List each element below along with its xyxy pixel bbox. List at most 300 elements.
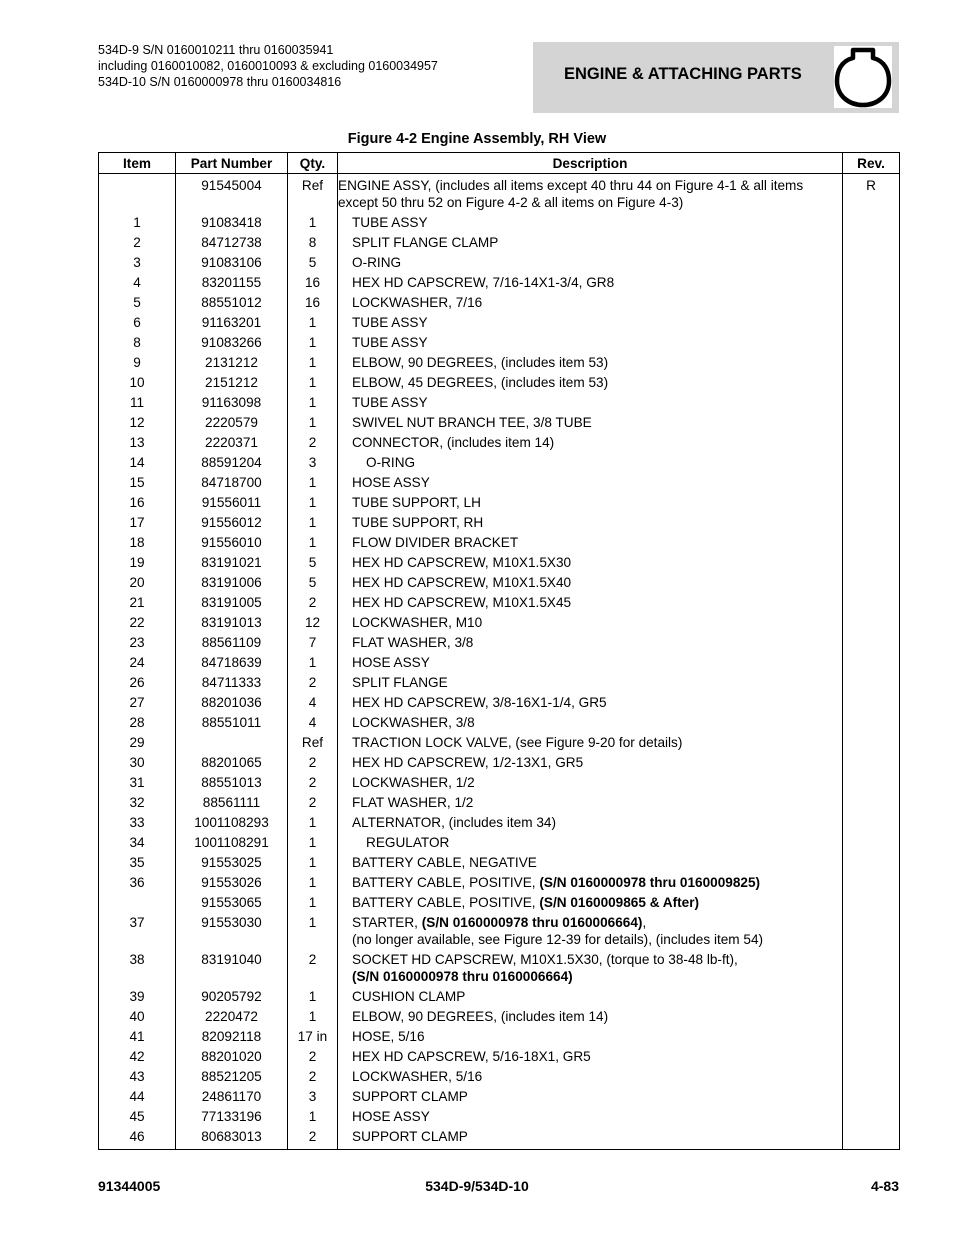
- rev-cell: [843, 833, 900, 853]
- qty-cell: 8: [288, 233, 338, 253]
- footer-model: 534D-9/534D-10: [425, 1178, 529, 1194]
- table-row: [99, 293, 900, 313]
- part-number-cell: 80683013: [176, 1127, 288, 1150]
- description-text: [338, 434, 842, 451]
- item-cell: 34: [99, 833, 176, 853]
- description-segment: HOSE ASSY: [352, 475, 430, 490]
- item-cell: 18: [99, 533, 176, 553]
- rev-cell: [843, 1007, 900, 1027]
- qty-cell: 1: [288, 987, 338, 1007]
- table-row: [99, 573, 900, 593]
- description-text: [338, 454, 842, 471]
- part-number-cell: 91556011: [176, 493, 288, 513]
- description-segment: STARTER,: [352, 915, 422, 930]
- description-text: [338, 1048, 842, 1065]
- description-segment: LOCKWASHER, 5/16: [352, 1069, 483, 1084]
- table-row: [99, 273, 900, 293]
- part-number-cell: 91553030: [176, 913, 288, 950]
- item-cell: 13: [99, 433, 176, 453]
- description-cell: [338, 233, 843, 253]
- table-row: [99, 873, 900, 893]
- part-number-cell: 83191040: [176, 950, 288, 987]
- column-header-qty: Qty.: [288, 153, 338, 174]
- qty-cell: 1: [288, 653, 338, 673]
- item-cell: 14: [99, 453, 176, 473]
- table-row: [99, 773, 900, 793]
- table-row: [99, 753, 900, 773]
- qty-cell: 16: [288, 293, 338, 313]
- item-cell: 6: [99, 313, 176, 333]
- description-segment: ELBOW, 90 DEGREES, (includes item 53): [352, 355, 609, 370]
- rev-cell: [843, 753, 900, 773]
- description-text: [338, 177, 842, 211]
- item-cell: 35: [99, 853, 176, 873]
- rev-cell: [843, 613, 900, 633]
- description-text: [338, 1068, 842, 1085]
- part-number-cell: 88201065: [176, 753, 288, 773]
- qty-cell: 1: [288, 473, 338, 493]
- part-number-cell: 91083266: [176, 333, 288, 353]
- description-segment: ,: [642, 915, 647, 930]
- rev-cell: [843, 793, 900, 813]
- item-cell: 46: [99, 1127, 176, 1150]
- description-text: [338, 554, 842, 571]
- description-cell: [338, 273, 843, 293]
- rev-cell: [843, 713, 900, 733]
- engine-icon: [834, 46, 892, 108]
- column-header-part-number: Part Number: [176, 153, 288, 174]
- table-row: [99, 633, 900, 653]
- description-segment: SWIVEL NUT BRANCH TEE, 3/8 TUBE: [352, 415, 592, 430]
- description-text: [338, 294, 842, 311]
- item-cell: 28: [99, 713, 176, 733]
- description-segment: LOCKWASHER, 7/16: [352, 295, 483, 310]
- description-text: [338, 374, 842, 391]
- item-cell: 38: [99, 950, 176, 987]
- rev-cell: [843, 1027, 900, 1047]
- qty-cell: 1: [288, 513, 338, 533]
- description-segment: BATTERY CABLE, POSITIVE,: [352, 875, 540, 890]
- rev-cell: [843, 593, 900, 613]
- part-number-cell: 83201155: [176, 273, 288, 293]
- qty-cell: 1: [288, 393, 338, 413]
- description-text: [338, 494, 842, 511]
- description-text: [338, 1128, 842, 1145]
- description-cell: [338, 653, 843, 673]
- description-segment: SOCKET HD CAPSCREW, M10X1.5X30, (torque to 38-48 lb-ft),: [352, 952, 738, 967]
- item-cell: 9: [99, 353, 176, 373]
- description-cell: [338, 633, 843, 653]
- parts-table-body: [99, 174, 900, 1150]
- rev-cell: [843, 573, 900, 593]
- part-number-cell: 91553065: [176, 893, 288, 913]
- qty-cell: 1: [288, 493, 338, 513]
- part-number-cell: 91556012: [176, 513, 288, 533]
- description-cell: [338, 1027, 843, 1047]
- part-number-cell: 83191013: [176, 613, 288, 633]
- item-cell: 29: [99, 733, 176, 753]
- table-row: [99, 653, 900, 673]
- item-cell: 42: [99, 1047, 176, 1067]
- item-cell: 23: [99, 633, 176, 653]
- rev-cell: [843, 393, 900, 413]
- rev-cell: [843, 773, 900, 793]
- column-header-rev: Rev.: [843, 153, 900, 174]
- description-segment: CUSHION CLAMP: [352, 989, 466, 1004]
- item-cell: 5: [99, 293, 176, 313]
- table-row: [99, 1067, 900, 1087]
- description-segment: CONNECTOR, (includes item 14): [352, 435, 555, 450]
- description-cell: [338, 1087, 843, 1107]
- qty-cell: 1: [288, 353, 338, 373]
- description-segment: TUBE ASSY: [352, 215, 428, 230]
- qty-cell: 1: [288, 413, 338, 433]
- description-segment: HEX HD CAPSCREW, 1/2-13X1, GR5: [352, 755, 584, 770]
- table-row: [99, 433, 900, 453]
- description-segment: HEX HD CAPSCREW, 5/16-18X1, GR5: [352, 1049, 591, 1064]
- description-text: [338, 274, 842, 291]
- item-cell: [99, 174, 176, 213]
- rev-cell: [843, 413, 900, 433]
- table-row: [99, 313, 900, 333]
- qty-cell: 1: [288, 333, 338, 353]
- table-row: [99, 473, 900, 493]
- description-text: [338, 214, 842, 231]
- qty-cell: 3: [288, 1087, 338, 1107]
- qty-cell: Ref: [288, 174, 338, 213]
- description-text: [338, 394, 842, 411]
- item-cell: 1: [99, 213, 176, 233]
- description-text: [338, 234, 842, 251]
- item-cell: 44: [99, 1087, 176, 1107]
- description-cell: [338, 913, 843, 950]
- item-cell: 40: [99, 1007, 176, 1027]
- description-segment: LOCKWASHER, 3/8: [352, 715, 475, 730]
- rev-cell: [843, 813, 900, 833]
- part-number-cell: 1001108291: [176, 833, 288, 853]
- description-segment: FLAT WASHER, 1/2: [352, 795, 474, 810]
- description-text: [338, 354, 842, 371]
- description-segment: HOSE ASSY: [352, 1109, 430, 1124]
- footer-page-number: 4-83: [870, 1178, 899, 1194]
- description-segment: SUPPORT CLAMP: [352, 1089, 468, 1104]
- part-number-cell: 88551011: [176, 713, 288, 733]
- item-cell: 15: [99, 473, 176, 493]
- description-cell: [338, 513, 843, 533]
- description-text: [338, 874, 842, 891]
- qty-cell: 1: [288, 813, 338, 833]
- part-number-cell: [176, 733, 288, 753]
- description-text: [338, 334, 842, 351]
- serial-range-text: (S/N 0160000978 thru 0160006664): [421, 915, 643, 930]
- description-segment: BATTERY CABLE, POSITIVE,: [352, 895, 540, 910]
- table-row: [99, 393, 900, 413]
- description-cell: [338, 293, 843, 313]
- rev-cell: [843, 353, 900, 373]
- description-cell: [338, 987, 843, 1007]
- qty-cell: 2: [288, 1067, 338, 1087]
- description-cell: [338, 873, 843, 893]
- description-cell: [338, 693, 843, 713]
- description-segment: ELBOW, 45 DEGREES, (includes item 53): [352, 375, 609, 390]
- description-cell: [338, 853, 843, 873]
- description-segment: HEX HD CAPSCREW, M10X1.5X45: [352, 595, 572, 610]
- serial-range-text: (S/N 0160000978 thru 0160009825): [539, 875, 761, 890]
- part-number-cell: 77133196: [176, 1107, 288, 1127]
- applicability-line: 534D-9 S/N 0160010211 thru 0160035941: [98, 43, 334, 57]
- description-cell: [338, 713, 843, 733]
- part-number-cell: 82092118: [176, 1027, 288, 1047]
- part-number-cell: 88561111: [176, 793, 288, 813]
- table-row: [99, 853, 900, 873]
- table-row: [99, 950, 900, 987]
- rev-cell: [843, 293, 900, 313]
- description-text: [338, 414, 842, 431]
- description-cell: [338, 673, 843, 693]
- rev-cell: [843, 1127, 900, 1150]
- table-row: [99, 213, 900, 233]
- qty-cell: 1: [288, 1107, 338, 1127]
- part-number-cell: 2220579: [176, 413, 288, 433]
- part-number-cell: 2131212: [176, 353, 288, 373]
- section-header-box: [533, 42, 899, 113]
- description-text: [338, 1088, 842, 1105]
- description-cell: [338, 1007, 843, 1027]
- item-cell: 24: [99, 653, 176, 673]
- table-row: [99, 593, 900, 613]
- description-segment: TUBE ASSY: [352, 315, 428, 330]
- rev-cell: [843, 333, 900, 353]
- part-number-cell: 91163098: [176, 393, 288, 413]
- item-cell: 37: [99, 913, 176, 950]
- table-row: [99, 553, 900, 573]
- rev-cell: [843, 673, 900, 693]
- item-cell: 33: [99, 813, 176, 833]
- qty-cell: 7: [288, 633, 338, 653]
- qty-cell: Ref: [288, 733, 338, 753]
- rev-cell: [843, 533, 900, 553]
- description-cell: [338, 593, 843, 613]
- part-number-cell: 2151212: [176, 373, 288, 393]
- table-row: [99, 1047, 900, 1067]
- description-segment: O-RING: [352, 255, 402, 270]
- applicability-line: 534D-10 S/N 0160000978 thru 0160034816: [98, 75, 342, 89]
- qty-cell: 1: [288, 833, 338, 853]
- description-cell: [338, 473, 843, 493]
- table-row: [99, 1027, 900, 1047]
- part-number-cell: 88201036: [176, 693, 288, 713]
- part-number-cell: 88561109: [176, 633, 288, 653]
- table-row: [99, 333, 900, 353]
- description-text: [338, 714, 842, 731]
- part-number-cell: 91553026: [176, 873, 288, 893]
- description-segment: HEX HD CAPSCREW, M10X1.5X40: [352, 575, 572, 590]
- description-text: [338, 894, 842, 911]
- rev-cell: [843, 313, 900, 333]
- serial-range-text: (S/N 0160000978 thru 0160006664): [352, 969, 573, 984]
- table-row: [99, 174, 900, 213]
- item-cell: 31: [99, 773, 176, 793]
- rev-cell: [843, 433, 900, 453]
- description-text: [338, 854, 842, 871]
- table-row: [99, 353, 900, 373]
- table-row: [99, 813, 900, 833]
- description-cell: [338, 413, 843, 433]
- rev-cell: [843, 633, 900, 653]
- item-cell: 16: [99, 493, 176, 513]
- table-row: [99, 613, 900, 633]
- item-cell: 39: [99, 987, 176, 1007]
- table-row: [99, 1107, 900, 1127]
- section-title: ENGINE & ATTACHING PARTS: [564, 65, 802, 83]
- rev-cell: [843, 253, 900, 273]
- description-text: [338, 794, 842, 811]
- description-cell: [338, 213, 843, 233]
- description-cell: [338, 1047, 843, 1067]
- table-row: [99, 713, 900, 733]
- part-number-cell: 24861170: [176, 1087, 288, 1107]
- qty-cell: 2: [288, 593, 338, 613]
- applicability-line: including 0160010082, 0160010093 & excluding 0160034957: [98, 59, 438, 73]
- table-row: [99, 253, 900, 273]
- description-text: [338, 254, 842, 271]
- qty-cell: 1: [288, 213, 338, 233]
- part-number-cell: 88591204: [176, 453, 288, 473]
- qty-cell: 2: [288, 793, 338, 813]
- table-row: [99, 533, 900, 553]
- qty-cell: 2: [288, 1047, 338, 1067]
- description-text: [338, 634, 842, 651]
- description-segment: BATTERY CABLE, NEGATIVE: [352, 855, 537, 870]
- table-row: [99, 1087, 900, 1107]
- description-text: [338, 914, 842, 948]
- part-number-cell: 91083106: [176, 253, 288, 273]
- qty-cell: 2: [288, 433, 338, 453]
- description-text: [338, 951, 842, 985]
- table-row: [99, 373, 900, 393]
- description-cell: [338, 433, 843, 453]
- description-segment: SPLIT FLANGE: [352, 675, 448, 690]
- item-cell: 30: [99, 753, 176, 773]
- rev-cell: [843, 950, 900, 987]
- item-cell: [99, 893, 176, 913]
- table-row: [99, 733, 900, 753]
- description-segment: ALTERNATOR, (includes item 34): [352, 815, 556, 830]
- description-cell: [338, 313, 843, 333]
- description-cell: [338, 373, 843, 393]
- item-cell: 26: [99, 673, 176, 693]
- rev-cell: [843, 853, 900, 873]
- column-header-item: Item: [99, 153, 176, 174]
- part-number-cell: 84712738: [176, 233, 288, 253]
- qty-cell: 1: [288, 533, 338, 553]
- description-segment: FLAT WASHER, 3/8: [352, 635, 474, 650]
- rev-cell: [843, 233, 900, 253]
- qty-cell: 2: [288, 773, 338, 793]
- part-number-cell: 2220371: [176, 433, 288, 453]
- qty-cell: 4: [288, 713, 338, 733]
- description-segment: TUBE SUPPORT, RH: [352, 515, 484, 530]
- rev-cell: [843, 273, 900, 293]
- part-number-cell: 88551012: [176, 293, 288, 313]
- table-row: [99, 1007, 900, 1027]
- item-cell: 27: [99, 693, 176, 713]
- part-number-cell: 84711333: [176, 673, 288, 693]
- item-cell: 8: [99, 333, 176, 353]
- table-row: [99, 793, 900, 813]
- description-cell: [338, 773, 843, 793]
- description-cell: [338, 793, 843, 813]
- description-text: [338, 834, 842, 851]
- table-row: [99, 493, 900, 513]
- description-text: [338, 574, 842, 591]
- qty-cell: 1: [288, 1007, 338, 1027]
- rev-cell: [843, 733, 900, 753]
- rev-cell: [843, 693, 900, 713]
- part-number-cell: 2220472: [176, 1007, 288, 1027]
- part-number-cell: 84718700: [176, 473, 288, 493]
- description-cell: [338, 174, 843, 213]
- description-segment: ELBOW, 90 DEGREES, (includes item 14): [352, 1009, 609, 1024]
- part-number-cell: 1001108293: [176, 813, 288, 833]
- description-cell: [338, 493, 843, 513]
- part-number-cell: 88551013: [176, 773, 288, 793]
- rev-cell: [843, 513, 900, 533]
- description-cell: [338, 1067, 843, 1087]
- description-cell: [338, 893, 843, 913]
- part-number-cell: 91545004: [176, 174, 288, 213]
- description-text: [338, 1008, 842, 1025]
- description-text: [338, 1108, 842, 1125]
- description-text: [338, 694, 842, 711]
- description-text: [338, 474, 842, 491]
- item-cell: 32: [99, 793, 176, 813]
- description-text: [338, 514, 842, 531]
- rev-cell: [843, 873, 900, 893]
- part-number-cell: 84718639: [176, 653, 288, 673]
- applicability-header: [98, 42, 438, 90]
- description-cell: [338, 833, 843, 853]
- qty-cell: 1: [288, 893, 338, 913]
- table-row: [99, 693, 900, 713]
- part-number-cell: 90205792: [176, 987, 288, 1007]
- item-cell: 11: [99, 393, 176, 413]
- parts-table: [98, 152, 900, 1150]
- part-number-cell: 91163201: [176, 313, 288, 333]
- description-segment: LOCKWASHER, 1/2: [352, 775, 475, 790]
- part-number-cell: 91556010: [176, 533, 288, 553]
- table-row: [99, 673, 900, 693]
- rev-cell: [843, 553, 900, 573]
- description-segment: TUBE SUPPORT, LH: [352, 495, 481, 510]
- description-text: [338, 314, 842, 331]
- table-row: [99, 453, 900, 473]
- footer-doc-number: 91344005: [98, 1178, 161, 1194]
- description-cell: [338, 733, 843, 753]
- item-cell: 19: [99, 553, 176, 573]
- rev-cell: [843, 213, 900, 233]
- description-cell: [338, 253, 843, 273]
- qty-cell: 5: [288, 553, 338, 573]
- description-segment: HEX HD CAPSCREW, M10X1.5X30: [352, 555, 572, 570]
- qty-cell: 1: [288, 373, 338, 393]
- rev-cell: R: [843, 174, 900, 213]
- qty-cell: 5: [288, 253, 338, 273]
- item-cell: 2: [99, 233, 176, 253]
- table-row: [99, 987, 900, 1007]
- item-cell: 22: [99, 613, 176, 633]
- description-text: [338, 654, 842, 671]
